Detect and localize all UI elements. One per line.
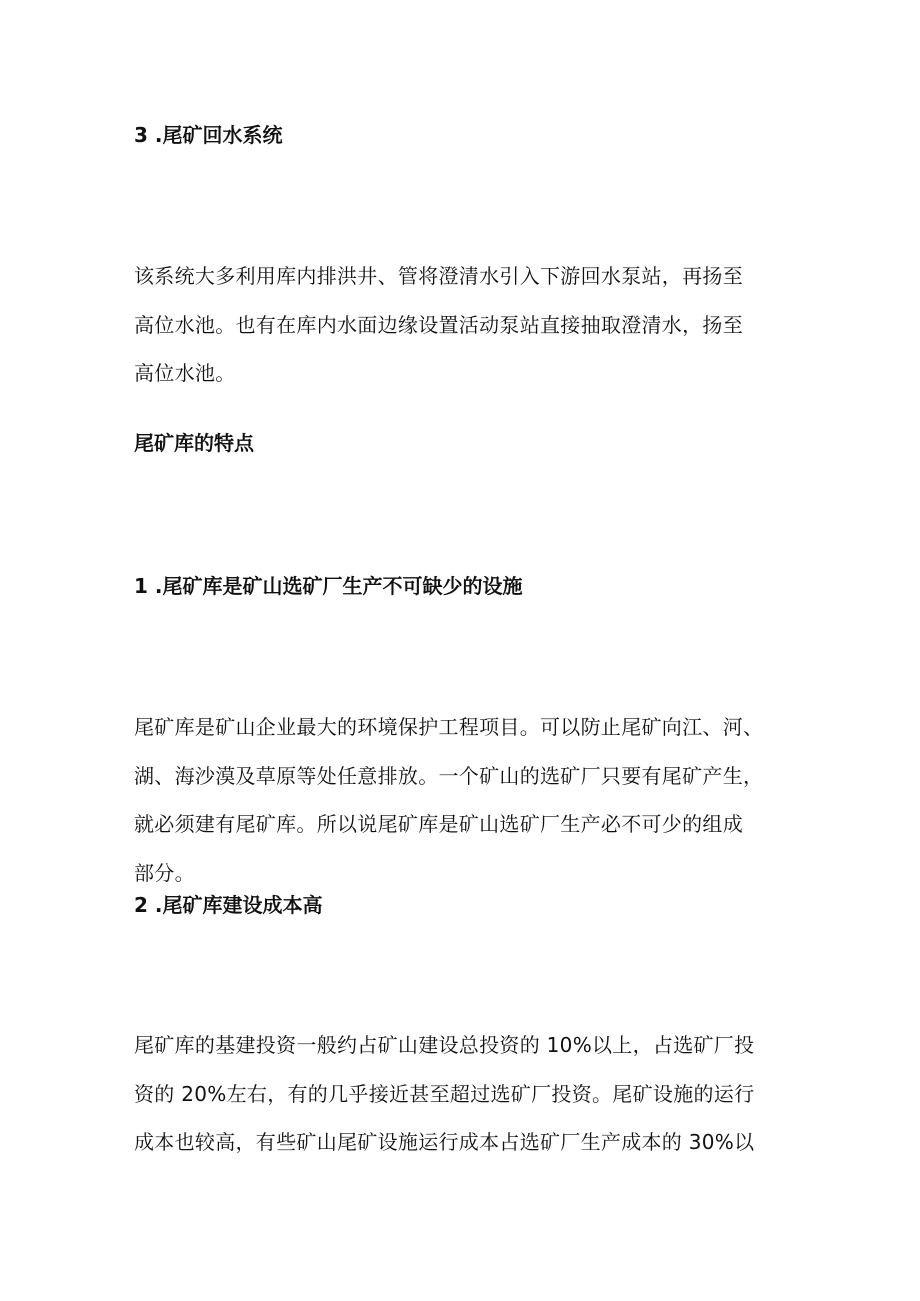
paragraph-return-water xyxy=(134,252,814,398)
paragraph-line: 成本也较高，有些矿山尾矿设施运行成本占选矿厂生产成本的 30%以 xyxy=(134,1130,755,1154)
paragraph-line: 湖、海沙漠及草原等处任意排放。一个矿山的选矿厂只要有尾矿产生， xyxy=(134,763,764,788)
paragraph-line: 就必须建有尾矿库。所以说尾矿库是矿山选矿厂生产必不可少的组成 xyxy=(134,812,743,836)
paragraph-line: 尾矿库的基建投资一般约占矿山建设总投资的 10%以上，占选矿厂投 xyxy=(134,1033,755,1057)
heading-feature-1: 1 .尾矿库是矿山选矿厂生产不可缺少的设施 xyxy=(134,574,523,598)
paragraph-line: 高位水池。也有在库内水面边缘设置活动泵站直接抽取澄清水，扬至 xyxy=(134,312,743,337)
paragraph-line: 尾矿库是矿山企业最大的环境保护工程项目。可以防止尾矿向江、河、 xyxy=(134,715,764,739)
paragraph-feature-2 xyxy=(134,1021,814,1167)
heading-tailings-features: 尾矿库的特点 xyxy=(134,431,254,455)
paragraph-line: 资的 20%左右，有的几乎接近甚至超过选矿厂投资。尾矿设施的运行 xyxy=(134,1081,755,1106)
paragraph-line: 高位水池。 xyxy=(134,361,236,385)
heading-feature-2: 2 .尾矿库建设成本高 xyxy=(134,893,323,917)
paragraph-line: 部分。 xyxy=(134,860,195,885)
heading-tailings-return-water: 3 .尾矿回水系统 xyxy=(134,123,283,147)
paragraph-line: 该系统大多利用库内排洪井、管将澄清水引入下游回水泵站，再扬至 xyxy=(134,264,743,288)
paragraph-feature-1 xyxy=(134,703,814,897)
